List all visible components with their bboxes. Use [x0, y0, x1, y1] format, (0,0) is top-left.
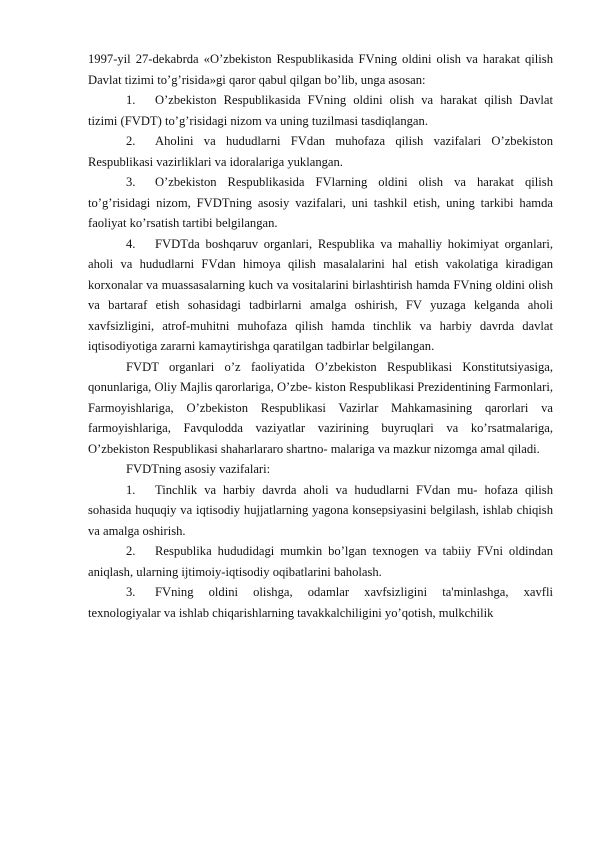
list-item-number: 2. — [126, 544, 136, 558]
list-item-text: Respublika hududidagi mumkin bo’lgan texnogen va tabiiy FVni oldindan aniqlash, ularning ijtimoiy-iqtisodiy oqibatlarini baholash. — [88, 544, 553, 579]
list-item — [88, 541, 553, 582]
section-heading: FVDTning asosiy vazifalari: — [126, 462, 271, 476]
list-item-text: FVDTda boshqaruv organlari, Respublika va mahalliy hokimiyat organlari, aholi va hududlarni FVdan himoya qilish masalalarini hal etish vakolatiga kiradigan korxonalar va muassasalarning kuch va vositalarini birlashtirish hamda FVning oldini olish va bartaraf etish sohasidagi tadbirlarni amalga oshirish, FV yuzaga kelganda aholi xavfsizligini, atrof-muhitni muhofaza qilish hamda tinchlik va harbiy davrda davlat iqtisodiyotiga zararni kamaytirishga qaratilgan tadbirlar belgilangan. — [88, 236, 553, 353]
list-item-number: 2. — [126, 134, 136, 148]
list-item — [88, 582, 553, 623]
decree-list — [88, 90, 553, 357]
list-item-text: Tinchlik va harbiy davrda aholi va hududlarni FVdan mu- hofaza qilish sohasida huquqiy va iqtisodiy hujjatlarning yagona konsepsiyasini belgilash, ishlab chiqish va amalga oshirish. — [88, 482, 553, 538]
list-item — [88, 131, 553, 172]
list-item — [88, 172, 553, 234]
list-item-text: FVning oldini olishga, odamlar xavfsizligini ta'minlashga, xavfli texnologiyalar va ishlab chiqarishlarning tavakkalchiligini yo’qotish, mulkchilik — [88, 585, 553, 620]
list-item — [88, 234, 553, 357]
tasks-list — [88, 480, 553, 624]
list-item-number: 4. — [126, 236, 136, 251]
list-item-text: O’zbekiston Respublikasida FVning oldini olish va harakat qilish Davlat tizimi (FVDT) to’g’risidagi nizom va uning tuzilmasi tasdiqlangan. — [88, 93, 553, 128]
list-item-number: 3. — [126, 175, 136, 189]
list-item-number: 1. — [126, 93, 136, 107]
document-page — [88, 49, 553, 623]
intro-paragraph: 1997-yil 27-dekabrda «O’zbekiston Respublikasida FVning oldini olish va harakat qilish Davlat tizimi to’g’risida»gi qaror qabul qilgan bo’lib, unga asosan: — [88, 52, 553, 87]
list-item — [88, 480, 553, 542]
list-item-number: 1. — [126, 482, 136, 497]
list-item-number: 3. — [126, 585, 136, 599]
list-item-text: Aholini va hududlarni FVdan muhofaza qilish vazifalari O’zbekiston Respublikasi vazirliklari va idoralariga yuklangan. — [88, 134, 553, 169]
list-item — [88, 90, 553, 131]
body-paragraph: FVDT organlari o’z faoliyatida O’zbekiston Respublikasi Konstitutsiyasiga, qonunlariga, Oliy Majlis qarorlariga, O’zbe- kiston Respublikasi Prezidentining Farmonlari, Farmoyishlariga, O’zbekiston Respublikasi Vazirlar Mahkamasining qarorlari va farmoyishlariga, Favqulodda vaziyatlar vazirining buyruqlari va ko’rsatmalariga, O’zbekiston Respublikasi shaharlararo shartno- malariga va mazkur nizomga amal qiladi. — [88, 359, 553, 456]
list-item-text: O’zbekiston Respublikasida FVlarning oldini olish va harakat qilish to’g’risidagi nizom, FVDTning asosiy vazifalari, uni tashkil etish, uning tarkibi hamda faoliyat ko’rsatish tartibi belgilangan. — [88, 175, 553, 230]
